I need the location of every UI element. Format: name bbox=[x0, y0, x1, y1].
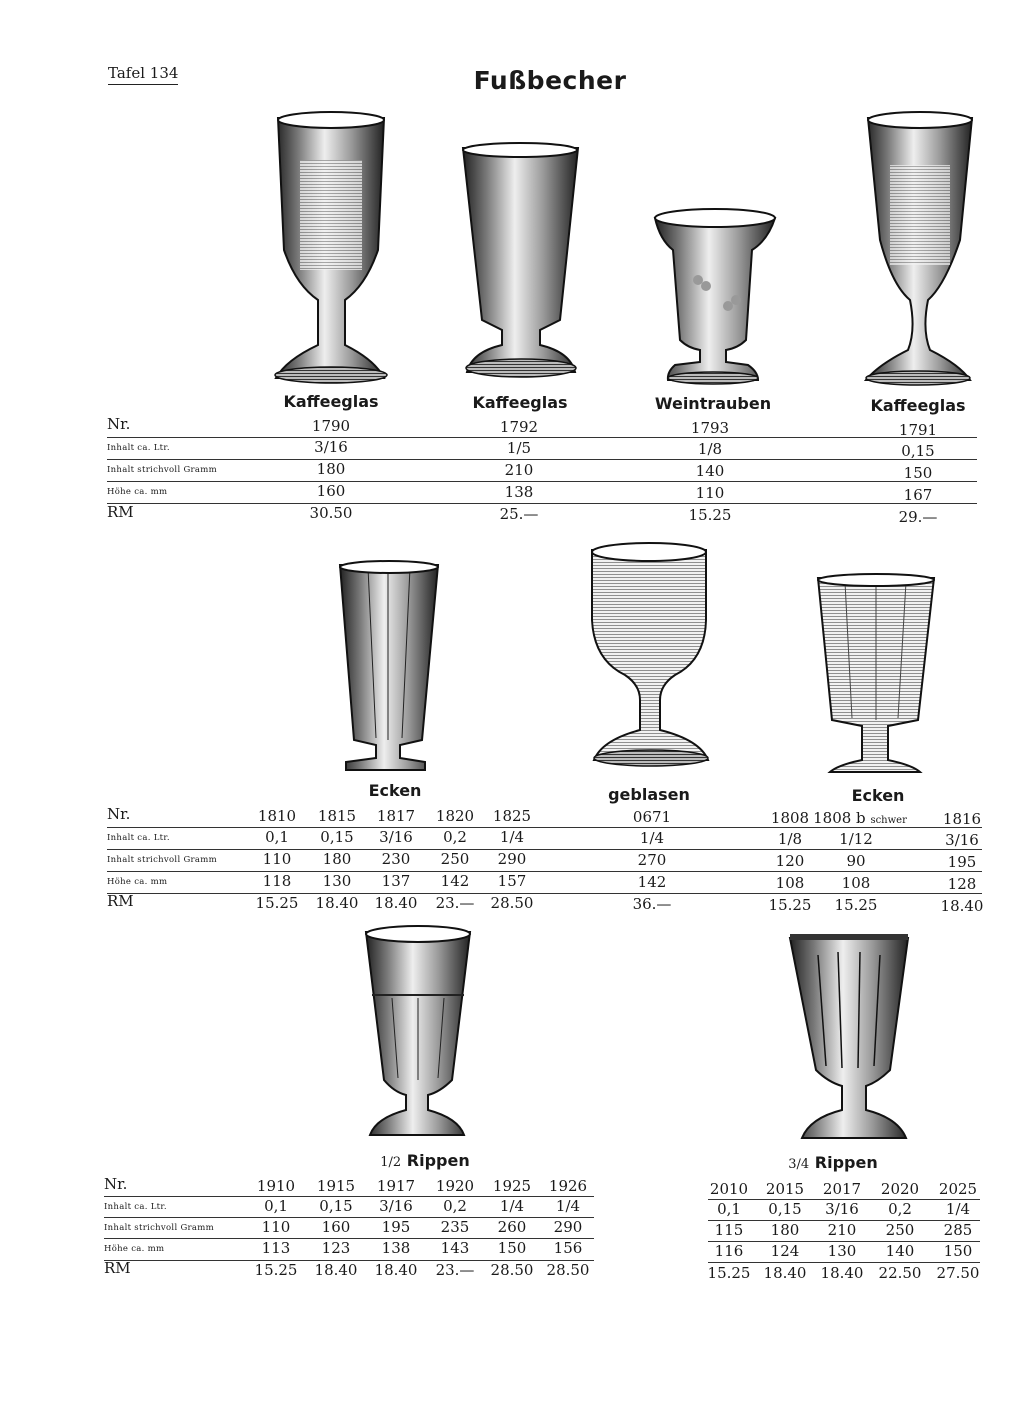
rule bbox=[107, 437, 977, 438]
cell-nr: 1920 bbox=[435, 1177, 475, 1195]
cell-nr: 1910 bbox=[256, 1177, 296, 1195]
cell-rm: 29.— bbox=[898, 508, 938, 526]
cell-inhalt: 1/4 bbox=[499, 1197, 525, 1215]
caption-half-rippen bbox=[380, 1151, 469, 1170]
cell-inhalt: 0,1 bbox=[717, 1200, 741, 1218]
cell-rm: 15.25 bbox=[255, 894, 299, 912]
cell-rm: 18.40 bbox=[374, 1261, 418, 1279]
glass-1793-image bbox=[655, 209, 775, 384]
cell-gramm: 110 bbox=[262, 850, 292, 868]
cell-nr: 1820 bbox=[435, 807, 475, 825]
cell-gramm: 285 bbox=[943, 1221, 973, 1239]
glass-1792-image bbox=[463, 143, 578, 377]
cell-rm: 15.25 bbox=[688, 506, 732, 524]
cell-nr: 1791 bbox=[898, 421, 938, 439]
cell-nr: 2025 bbox=[938, 1180, 978, 1198]
cell-hoehe: 143 bbox=[440, 1239, 470, 1257]
label-inhalt: Inhalt ca. Ltr. bbox=[107, 833, 170, 843]
glass-1790-image bbox=[275, 112, 387, 383]
cell-inhalt: 3/16 bbox=[945, 831, 979, 849]
cell-gramm: 250 bbox=[440, 850, 470, 868]
rule bbox=[107, 827, 982, 828]
label-nr: Nr. bbox=[107, 805, 131, 823]
caption-1793: Weintrauben bbox=[654, 394, 772, 413]
cell-inhalt: 0,1 bbox=[264, 1197, 288, 1215]
cell-rm: 18.40 bbox=[820, 1264, 864, 1282]
cell-nr: 2017 bbox=[822, 1180, 862, 1198]
cell-hoehe: 116 bbox=[714, 1242, 744, 1260]
cell-hoehe: 138 bbox=[504, 483, 534, 501]
cell-inhalt: 0,15 bbox=[901, 442, 935, 460]
page-title: Fußbecher bbox=[473, 66, 627, 95]
rule bbox=[107, 849, 982, 850]
rule bbox=[107, 871, 982, 872]
cell-nr: 1793 bbox=[690, 419, 730, 437]
cell-nr: 1915 bbox=[316, 1177, 356, 1195]
cell-gramm: 180 bbox=[770, 1221, 800, 1239]
note-schwer: schwer bbox=[870, 815, 907, 826]
cell-inhalt: 0,1 bbox=[265, 828, 289, 846]
cell-inhalt: 0,2 bbox=[443, 828, 467, 846]
rule bbox=[708, 1262, 980, 1263]
caption-ecken-2: Ecken bbox=[851, 786, 905, 805]
glass-three-quarter-rippen-image bbox=[790, 934, 908, 1138]
caption-half-rippen-label: Rippen bbox=[406, 1151, 470, 1170]
label-hoehe: Höhe ca. mm bbox=[107, 877, 168, 887]
cell-gramm: 230 bbox=[381, 850, 411, 868]
cell-hoehe: 123 bbox=[321, 1239, 351, 1257]
cell-rm: 18.40 bbox=[314, 1261, 358, 1279]
cell-inhalt: 1/4 bbox=[499, 828, 525, 846]
plate-number: Tafel 134 bbox=[108, 64, 178, 85]
cell-gramm: 290 bbox=[497, 850, 527, 868]
rule bbox=[107, 503, 977, 504]
cell-nr: 1925 bbox=[492, 1177, 532, 1195]
label-gramm: Inhalt strichvoll Gramm bbox=[107, 855, 218, 865]
cell-nr: 1792 bbox=[499, 418, 539, 436]
rule bbox=[107, 893, 982, 894]
cell-inhalt: 1/8 bbox=[697, 440, 723, 458]
cell-nr: 1815 bbox=[317, 807, 357, 825]
cell-hoehe: 118 bbox=[262, 872, 292, 890]
cell-rm: 27.50 bbox=[936, 1264, 980, 1282]
cell-inhalt: 1/4 bbox=[945, 1200, 971, 1218]
glass-geblasen-image bbox=[592, 543, 708, 766]
cell-hoehe: 157 bbox=[497, 872, 527, 890]
glass-1791-image bbox=[866, 112, 972, 385]
cell-gramm: 120 bbox=[775, 852, 805, 870]
cell-gramm: 140 bbox=[695, 462, 725, 480]
cell-gramm: 180 bbox=[316, 460, 346, 478]
cell-hoehe: 138 bbox=[381, 1239, 411, 1257]
label-rm: RM bbox=[107, 892, 134, 910]
cell-nr: 2020 bbox=[880, 1180, 920, 1198]
cell-inhalt: 3/16 bbox=[379, 1197, 413, 1215]
cell-gramm: 260 bbox=[497, 1218, 527, 1236]
label-rm: RM bbox=[107, 503, 134, 521]
cell-gramm: 210 bbox=[504, 461, 534, 479]
cell-hoehe: 160 bbox=[316, 482, 346, 500]
label-gramm: Inhalt strichvoll Gramm bbox=[104, 1223, 215, 1233]
cell-hoehe: 113 bbox=[261, 1239, 291, 1257]
cell-hoehe: 130 bbox=[827, 1242, 857, 1260]
cell-inhalt: 0,15 bbox=[768, 1200, 802, 1218]
caption-ecken: Ecken bbox=[368, 781, 422, 800]
cell-hoehe: 142 bbox=[440, 872, 470, 890]
cell-hoehe: 110 bbox=[695, 484, 725, 502]
cell-hoehe: 130 bbox=[322, 872, 352, 890]
rule bbox=[107, 459, 977, 460]
fraction-half: 1/2 bbox=[380, 1155, 402, 1170]
cell-hoehe: 167 bbox=[903, 486, 933, 504]
cell-inhalt: 0,2 bbox=[888, 1200, 912, 1218]
fraction-three-quarter: 3/4 bbox=[788, 1157, 810, 1172]
cell-nr: 1810 bbox=[257, 807, 297, 825]
glass-half-rippen-image bbox=[366, 926, 470, 1135]
cell-inhalt: 1/4 bbox=[555, 1197, 581, 1215]
cell-nr bbox=[813, 809, 907, 827]
cell-rm: 15.25 bbox=[768, 896, 812, 914]
label-rm: RM bbox=[104, 1259, 131, 1277]
cell-hoehe: 142 bbox=[637, 873, 667, 891]
cell-gramm: 270 bbox=[637, 851, 667, 869]
cell-nr: 1790 bbox=[311, 417, 351, 435]
cell-nr: 2010 bbox=[709, 1180, 749, 1198]
cell-gramm: 150 bbox=[903, 464, 933, 482]
label-hoehe: Höhe ca. mm bbox=[104, 1244, 165, 1254]
cell-hoehe: 150 bbox=[497, 1239, 527, 1257]
cell-hoehe: 108 bbox=[775, 874, 805, 892]
cell-hoehe: 137 bbox=[381, 872, 411, 890]
cell-rm: 15.25 bbox=[254, 1261, 298, 1279]
cell-gramm: 115 bbox=[714, 1221, 744, 1239]
cell-gramm: 195 bbox=[381, 1218, 411, 1236]
cell-inhalt: 3/16 bbox=[379, 828, 413, 846]
cell-rm: 28.50 bbox=[490, 894, 534, 912]
cell-rm: 30.50 bbox=[309, 504, 353, 522]
cell-nr: 1816 bbox=[942, 810, 982, 828]
cell-nr: 1926 bbox=[548, 1177, 588, 1195]
cell-hoehe: 140 bbox=[885, 1242, 915, 1260]
cell-rm: 18.40 bbox=[315, 894, 359, 912]
rule bbox=[107, 481, 977, 482]
cell-inhalt: 3/16 bbox=[825, 1200, 859, 1218]
cell-nr: 1825 bbox=[492, 807, 532, 825]
cell-hoehe: 124 bbox=[770, 1242, 800, 1260]
cell-gramm: 210 bbox=[827, 1221, 857, 1239]
cell-gramm: 250 bbox=[885, 1221, 915, 1239]
label-nr: Nr. bbox=[107, 415, 131, 433]
label-hoehe: Höhe ca. mm bbox=[107, 487, 168, 497]
cell-inhalt: 3/16 bbox=[314, 438, 348, 456]
cell-rm: 18.40 bbox=[940, 897, 984, 915]
caption-1791: Kaffeeglas bbox=[870, 396, 966, 415]
cell-rm: 18.40 bbox=[763, 1264, 807, 1282]
glass-ecken-tall-image bbox=[818, 574, 934, 772]
cell-gramm: 160 bbox=[321, 1218, 351, 1236]
cell-rm: 28.50 bbox=[546, 1261, 590, 1279]
cell-inhalt: 1/8 bbox=[777, 830, 803, 848]
caption-three-quarter-rippen bbox=[788, 1153, 877, 1172]
cell-rm: 28.50 bbox=[490, 1261, 534, 1279]
cell-nr: 1817 bbox=[376, 807, 416, 825]
cell-inhalt: 0,15 bbox=[319, 1197, 353, 1215]
cell-rm: 15.25 bbox=[707, 1264, 751, 1282]
caption-1792: Kaffeeglas bbox=[472, 393, 568, 412]
cell-hoehe: 150 bbox=[943, 1242, 973, 1260]
cell-gramm: 290 bbox=[553, 1218, 583, 1236]
cell-rm: 22.50 bbox=[878, 1264, 922, 1282]
cell-gramm: 180 bbox=[322, 850, 352, 868]
cell-hoehe: 108 bbox=[841, 874, 871, 892]
caption-three-quarter-rippen-label: Rippen bbox=[814, 1153, 878, 1172]
cell-inhalt: 1/4 bbox=[639, 829, 665, 847]
cell-inhalt: 1/5 bbox=[506, 439, 532, 457]
cell-nr-1808b: 1808 b bbox=[813, 809, 866, 827]
label-nr: Nr. bbox=[104, 1175, 128, 1193]
label-inhalt: Inhalt ca. Ltr. bbox=[107, 443, 170, 453]
cell-nr: 2015 bbox=[765, 1180, 805, 1198]
cell-rm: 23.— bbox=[435, 894, 475, 912]
cell-gramm: 90 bbox=[846, 852, 866, 870]
cell-gramm: 195 bbox=[947, 853, 977, 871]
caption-geblasen: geblasen bbox=[608, 785, 690, 804]
cell-rm: 36.— bbox=[632, 895, 672, 913]
cell-rm: 25.— bbox=[499, 505, 539, 523]
cell-rm: 23.— bbox=[435, 1261, 475, 1279]
cell-nr: 0671 bbox=[632, 808, 672, 826]
label-inhalt: Inhalt ca. Ltr. bbox=[104, 1202, 167, 1212]
cell-inhalt: 0,2 bbox=[443, 1197, 467, 1215]
label-gramm: Inhalt strichvoll Gramm bbox=[107, 465, 218, 475]
cell-nr: 1917 bbox=[376, 1177, 416, 1195]
cell-gramm: 110 bbox=[261, 1218, 291, 1236]
cell-nr: 1808 bbox=[770, 809, 810, 827]
cell-rm: 15.25 bbox=[834, 896, 878, 914]
cell-hoehe: 156 bbox=[553, 1239, 583, 1257]
cell-inhalt: 1/12 bbox=[839, 830, 873, 848]
cell-hoehe: 128 bbox=[947, 875, 977, 893]
glass-ecken-octagonal-image bbox=[340, 561, 438, 770]
cell-rm: 18.40 bbox=[374, 894, 418, 912]
caption-1790: Kaffeeglas bbox=[283, 392, 379, 411]
cell-gramm: 235 bbox=[440, 1218, 470, 1236]
cell-inhalt: 0,15 bbox=[320, 828, 354, 846]
